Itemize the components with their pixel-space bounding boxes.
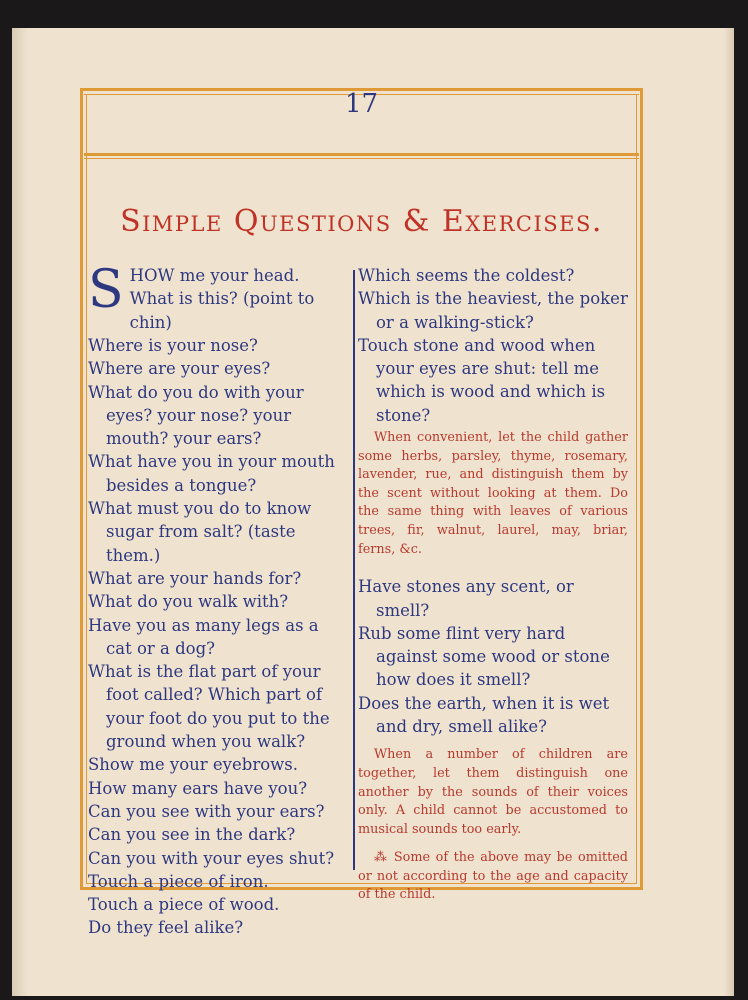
question: Where is your nose?	[88, 336, 258, 355]
first-question	[88, 260, 346, 334]
column-divider	[353, 270, 355, 870]
question: What do you walk with?	[88, 592, 289, 612]
question: Show me your eyebrows.	[88, 755, 298, 775]
frame-header-rule-thin	[84, 158, 639, 159]
question: How many ears have you?	[88, 778, 308, 798]
footnote: ⁂ Some of the above may be omitted or not according to the age and capacity of the child.	[358, 850, 628, 903]
right-column	[358, 264, 628, 907]
page-edge	[724, 28, 734, 996]
question: What is the flat part of your foot called? Which part of your foot do you put to the ground when you walk?	[88, 662, 330, 752]
question: Where are your eyes?	[88, 359, 271, 379]
question: Have stones any scent, or smell?	[358, 577, 574, 620]
left-column	[88, 260, 346, 940]
question: Touch a piece of wood.	[88, 895, 280, 915]
instruction-note: When convenient, let the child gather some herbs, parsley, thyme, rosemary, lavender, rue, and distinguish them by the scent without looking at them. Do the same thing with leaves of various trees, fir, walnut, laurel, may, briar, ferns, &c.	[358, 430, 628, 557]
question: Can you with your eyes shut?	[88, 848, 335, 868]
question: What must you do to know sugar from salt? (taste them.)	[88, 499, 312, 565]
instruction-note: When a number of children are together, let them distinguish one another by the sounds of their voices only. A child cannot be accustomed to musical sounds too early.	[358, 747, 628, 837]
question: Can you see with your ears?	[88, 801, 325, 821]
question: Have you as many legs as a cat or a dog?	[88, 615, 319, 658]
question: Rub some flint very hard against some wood or stone how does it smell?	[358, 623, 610, 690]
question: What have you in your mouth besides a tongue?	[88, 452, 335, 495]
page-title: Simple Questions & Exercises.	[120, 204, 603, 239]
question: Does the earth, when it is wet and dry, smell alike?	[358, 693, 610, 737]
question: Do they feel alike?	[88, 918, 244, 938]
spacer	[358, 561, 628, 575]
question: Which seems the coldest?	[358, 266, 575, 285]
drop-cap: S	[88, 260, 124, 320]
question: Touch stone and wood when your eyes are shut: tell me which is wood and which is stone?	[358, 335, 606, 425]
first-question-text: HOW me your head. What is this? (point to chin)	[129, 266, 315, 332]
question: What are your hands for?	[88, 568, 302, 588]
page-number: 17	[344, 89, 379, 119]
question: Which is the heaviest, the poker or a walking-stick?	[358, 289, 628, 332]
question: Can you see in the dark?	[88, 825, 296, 845]
question: Touch a piece of iron.	[88, 871, 269, 891]
page-gutter	[12, 28, 28, 996]
frame-header-rule	[84, 153, 639, 156]
question: What do you do with your eyes? your nose? your mouth? your ears?	[88, 382, 304, 449]
